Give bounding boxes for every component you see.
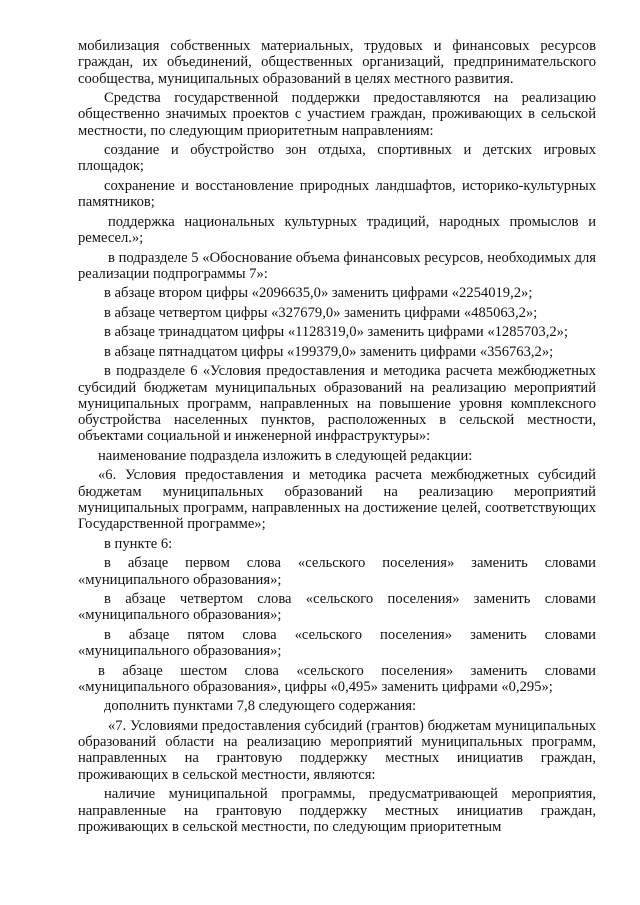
paragraph-first-abzac: в абзаце первом слова «сельского поселения» заменить словами «муниципального образования»; <box>78 555 596 588</box>
paragraph-mobilization: мобилизация собственных материальных, трудовых и финансовых ресурсов граждан, их объединений, общественных организаций, предпринимательского сообщества, муниципальных образований в целях местного развития. <box>78 38 596 87</box>
paragraph-point-7: «7. Условиями предоставления субсидий (грантов) бюджетам муниципальных образований области на реализацию мероприятий муниципальных программ, направленных на грантовую поддержку местных инициатив граждан, проживающих в сельской местности, являются: <box>78 717 596 783</box>
paragraph-amendment-thirteenth: в абзаце тринадцатом цифры «1128319,0» заменить цифрами «1285703,2»; <box>104 324 569 341</box>
paragraph-program-requirement: наличие муниципальной программы, предусматривающей мероприятия, направленные на грантовую поддержку местных инициатив граждан, проживающих в сельской местности, по следующим приоритетным <box>78 786 596 835</box>
document-page <box>78 38 596 838</box>
paragraph-point-6: в пункте 6: <box>104 535 173 552</box>
paragraph-amendment-fourth: в абзаце четвертом цифры «327679,0» заменить цифрами «485063,2»; <box>104 304 538 321</box>
paragraph-new-title: «6. Условия предоставления и методика расчета межбюджетных субсидий бюджетам муниципальных образований на реализацию мероприятий муниципальных программ, направленных на достижение целей, соответствующих Государственной программе»; <box>78 467 596 533</box>
paragraph-fifth-abzac: в абзаце пятом слова «сельского поселения» заменить словами «муниципального образования»; <box>78 626 596 660</box>
paragraph-subsection-5: в подразделе 5 «Обоснование объема финансовых ресурсов, необходимых для реализации подпрограммы 7»: <box>78 249 596 282</box>
paragraph-subsection-6: в подразделе 6 «Условия предоставления и методика расчета межбюджетных субсидий бюджетам муниципальных образований на реализацию мероприятий муниципальных программ, направленных на повышение уровня комплексного обустройства населенных пунктов, расположенных в сельской местности, объектами социальной и инженерной инфраструктуры»: <box>78 363 596 445</box>
paragraph-direction-recreation: создание и обустройство зон отдыха, спортивных и детских игровых площадок; <box>78 142 596 175</box>
paragraph-fourth-abzac: в абзаце четвертом слова «сельского поселения» заменить словами «муниципального образования»; <box>78 591 596 624</box>
paragraph-direction-landscapes: сохранение и восстановление природных ландшафтов, историко-культурных памятников; <box>78 177 596 211</box>
paragraph-sixth-abzac: в абзаце шестом слова «сельского поселения» заменить словами «муниципального образования», цифры «0,495» заменить цифрами «0,295»; <box>78 662 596 695</box>
paragraph-title-change: наименование подраздела изложить в следующей редакции: <box>98 447 473 464</box>
paragraph-state-support: Средства государственной поддержки предоставляются на реализацию общественно значимых проектов с участием граждан, проживающих в сельской местности, по следующим приоритетным направлениям: <box>78 90 596 139</box>
paragraph-amendment-fifteenth: в абзаце пятнадцатом цифры «199379,0» заменить цифрами «356763,2»; <box>104 343 554 360</box>
paragraph-amendment-second: в абзаце втором цифры «2096635,0» заменить цифрами «2254019,2»; <box>104 285 533 302</box>
paragraph-add-points: дополнить пунктами 7,8 следующего содержания: <box>104 698 417 715</box>
paragraph-direction-traditions: поддержка национальных культурных традиций, народных промыслов и ремесел.»; <box>78 213 596 247</box>
